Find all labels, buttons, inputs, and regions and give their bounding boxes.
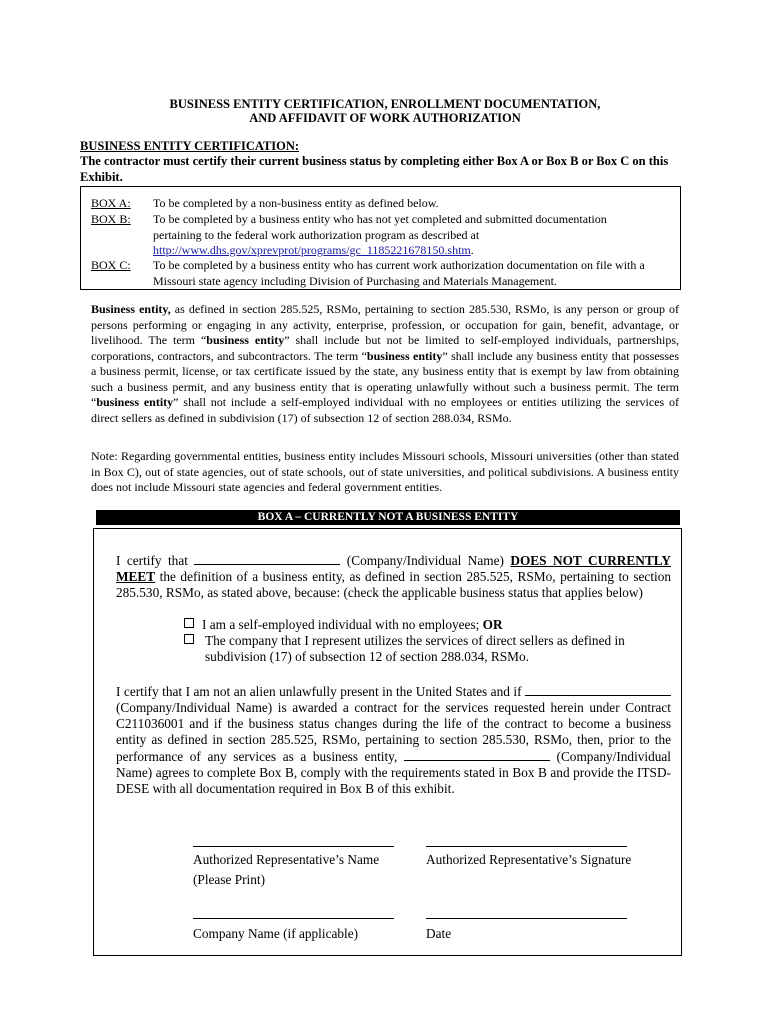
definition-emph-2: business entity [366,348,443,363]
box-c-text: To be completed by a business entity who has current work authorization documentation on file with a Missouri state agency including Division of Purchasing and Materials Management. [153,258,645,288]
definition-text-3: ” shall include any business entity that possesses a business permit, license, or tax certificate issued by the state, any business entity that is exempt by law from obtaining such a business permit, and any business entity that is operating unlawfully without such a business permit. The term “ [91,348,679,409]
box-b-text-block [153,212,633,259]
document-title-line1: BUSINESS ENTITY CERTIFICATION, ENROLLMENT DOCUMENTATION, [169,97,601,111]
option-direct-sellers-box [184,633,196,649]
business-entity-definition [91,302,679,426]
certification-1 [116,552,671,601]
box-options-frame [80,186,681,290]
section-instruction: The contractor must certify their current business status by completing either Box A or Box B or Box C on this Exhibit. [80,154,669,184]
representative-signature-label: Authorized Representative’s Signature [426,852,632,867]
option1-or: OR [482,617,503,632]
governmental-note: Note: Regarding governmental entities, business entity includes Missouri schools, Missouri universities (other than stated in Box C), out of state agencies, out of state schools, out of state universities, and political subdivisions. A business entity does not include Missouri state agencies and federal government entities. [91,449,679,494]
box-a-title-bar: BOX A – CURRENTLY NOT A BUSINESS ENTITY [96,510,680,525]
representative-name-label: Authorized Representative’s Name [193,852,380,867]
company-name-line[interactable] [193,918,394,919]
definition-emph-1: business entity [206,333,285,347]
box-c-row [81,258,681,290]
cert1-emphasis: DOES NOT CURRENTLY MEET [116,553,671,584]
cert1-text-c: the definition of a business entity, as defined in section 285.525, RSMo, pertaining to section 285.530, RSMo, as stated above, because: (check the applicable business status that applies below) [116,569,671,600]
company-name-blank-1[interactable] [194,552,340,565]
definition-text-4: ” shall not include a self-employed individual with no employees or entities utilizing the services of direct sellers as defined in subdivision (17) of subsection 12 of section 288.034, RSMo. [91,395,679,425]
date-label: Date [426,926,452,941]
representative-name-line[interactable] [193,846,394,847]
cert2-text-c: (Company/Individual Name) agrees to complete Box B, comply with the requirements stated in Box B and provide the ITSD-DESE with all documentation required in Box B of this exhibit. [116,749,671,796]
box-c-label: BOX C: [91,258,131,272]
definition-term: Business entity, [91,302,171,316]
box-b-label: BOX B: [91,212,131,226]
cert2-text-a: I certify that I am not an alien unlawfully present in the United States and if [116,684,525,699]
box-a-row [81,196,681,212]
cert2-text-b: (Company/Individual Name) is awarded a contract for the services requested herein under Contract C211036001 and if the business status changes during the life of the contract to become a business entity as defined in section 285.525, RSMo, pertaining to section 285.530, RSMo, then, prior to the performance of any services as a business entity, [116,700,671,764]
definition-text-1: as defined in section 285.525, RSMo, pertaining to section 285.530, RSMo, is any person or group of persons performing or engaging in any activity, enterprise, profession, or occupation for gain, benefit, advantage, or livelihood. The term “ [91,302,679,347]
option1-text: I am a self-employed individual with no employees; [202,617,483,632]
box-a-label: BOX A: [91,196,131,210]
box-b-row [81,212,681,260]
section-heading: BUSINESS ENTITY CERTIFICATION: [80,139,300,153]
please-print-label: (Please Print) [193,872,266,887]
certification-2 [116,683,671,797]
box-b-text: To be completed by a business entity who has not yet completed and submitted documentation pertaining to the federal work authorization program as described at [153,212,607,242]
checkbox-direct-sellers[interactable] [184,634,194,644]
cert1-text-a: I certify that [116,553,195,568]
company-name-label: Company Name (if applicable) [193,926,359,941]
option-self-employed [184,617,674,633]
cert1-text-b: (Company/Individual Name) [340,553,511,568]
definition-text-2: ” shall include but not be limited to self-employed individuals, partnerships, corporations, contractors, and subcontractors. The term “ [91,333,679,363]
date-line[interactable] [426,918,627,919]
dhs-link[interactable]: http://www.dhs.gov/xprevprot/programs/gc_1185221678150.shtm [153,243,471,257]
document-title-line2: AND AFFIDAVIT OF WORK AUTHORIZATION [249,111,521,125]
representative-signature-line[interactable] [426,846,627,847]
option-direct-sellers: The company that I represent utilizes the services of direct sellers as defined in subdivision (17) of subsection 12 of section 288.034, RSMo. [205,633,625,664]
definition-emph-3: business entity [96,395,174,409]
box-b-link-suffix: . [470,243,474,257]
company-name-blank-2[interactable] [525,683,671,696]
box-a-text: To be completed by a non-business entity as defined below. [153,196,439,210]
checkbox-self-employed[interactable] [184,618,194,628]
company-name-blank-3[interactable] [404,748,550,761]
